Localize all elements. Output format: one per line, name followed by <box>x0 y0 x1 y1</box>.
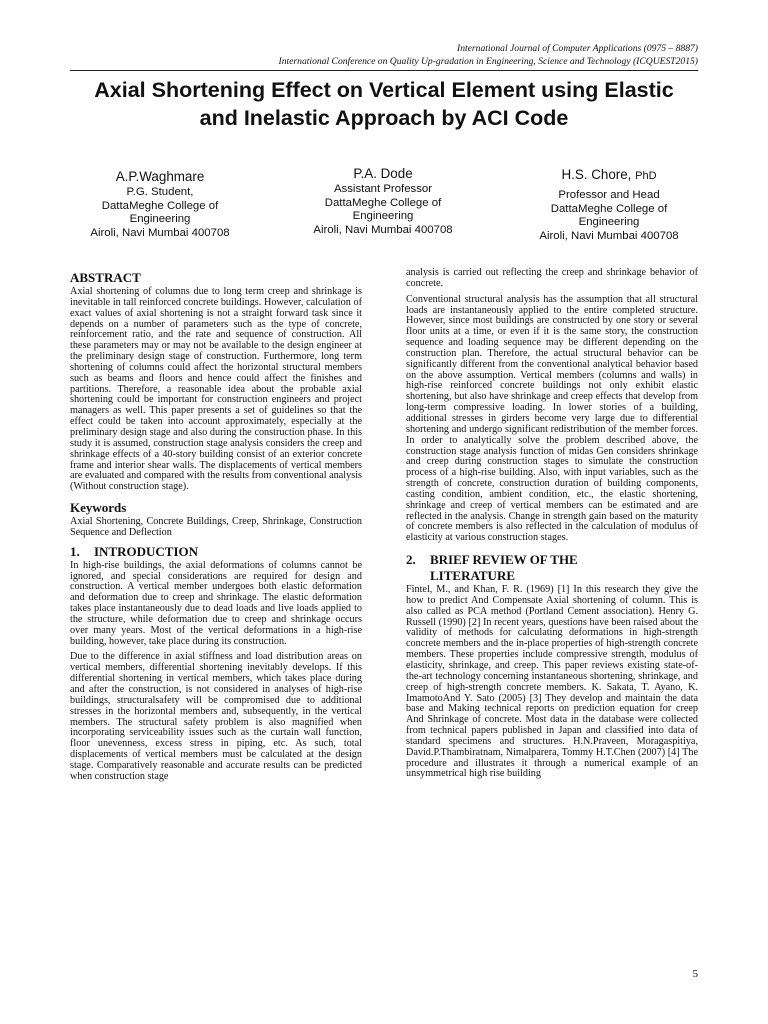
left-column <box>70 268 362 788</box>
section-number: 2. <box>406 552 416 568</box>
author-address: Airoli, Navi Mumbai 400708 <box>539 229 679 242</box>
paragraph: Due to the difference in axial stiffness and load distribution areas on vertical members, differential shortening inevitably develops. If this differential shortening in vertical members, which takes place during and after the construction, is not considered in analyses of high-rise buildings, structuralsafety will be compromised due to additional stresses in the horizontal members and, subsequently, in the vertical members. The structural safety problem is also magnified when incorporating serviceability issues such as the curtain wall function, floor unevenness, excess stress in piping, etc. As such, total displacements of vertical members must be calculated at the design stage. Comparatively reasonable and accurate results can be predicted when construction stage <box>70 651 362 782</box>
section-title <box>430 552 578 584</box>
author-role: P.G. Student, <box>126 186 194 198</box>
section-heading-introduction <box>70 544 362 560</box>
paragraph: In high-rise buildings, the axial deformations of columns cannot be ignored, and special considerations are required for design and construction. A vertical member undergoes both elastic deformation and deformation due to creep and shrinkage. The elastic deformation takes place instantaneously due to dead loads and live loads applied to the structure, while deformation due to creep and shrinkage occurs over many years. Most of the vertical deformations in a high-rise building, however, take place during its construction. <box>70 559 362 647</box>
author-role: Assistant Professor <box>333 183 433 195</box>
author-role: Professor and Head <box>558 189 660 201</box>
author-affiliation: Engineering <box>129 213 191 226</box>
author-block-2 <box>293 165 473 237</box>
section-title-line: BRIEF REVIEW OF THE <box>430 552 578 568</box>
author-affiliation: Engineering <box>578 216 640 229</box>
paragraph: analysis is carried out reflecting the creep and shrinkage behavior of concrete. <box>406 267 698 289</box>
paper-title <box>50 76 718 132</box>
author-address: Airoli, Navi Mumbai 400708 <box>313 223 453 236</box>
section-number: 1. <box>70 543 80 559</box>
title-line-1: Axial Shortening Effect on Vertical Element using Elastic <box>94 78 674 102</box>
author-affiliation: DattaMeghe College of <box>324 196 442 209</box>
author-affiliation: Engineering <box>352 210 414 223</box>
section-title-line: LITERATURE <box>430 568 516 584</box>
header-rule <box>70 70 698 71</box>
author-name: H.S. Chore, PhD <box>561 167 657 182</box>
paragraph: Conventional structural analysis has the assumption that all structural loads are instantaneously applied to the entire completed structure. However, since most buildings are constructed by one story or several floor units at a time, or even if it is the same story, the construction sequence and loading sequence may be different depending on the construction plan. Therefore, the actual structural behavior can be significantly different from the conventional analytical behavior based on the above assumption. Vertical members (columns and walls) in high-rise reinforced concrete buildings not only exhibit elastic shortening, but also have shrinkage and creep effects that develop from long-term compressive loading. In lower stories of a building, additional stresses in girders become very large due to differential shortening and undergo significant redistribution of the member forces. In order to analytically solve the problem described above, the construction stage analysis function of midas Gen considers shrinkage and creep during construction stages to simulate the construction process of a high-rise building. Also, with input variables, such as the strength of concrete, construction duration of building components, casting condition, ambient condition, etc., the elastic shortening, shrinkage and creep of vertical members can be estimated and are reflected in the analysis. Change in strength gain based on the maturity of concrete members is also reflected in the calculation of modulus of elasticity at various construction stages. <box>406 293 698 544</box>
author-block-3 <box>518 166 700 243</box>
section-title: INTRODUCTION <box>94 543 199 559</box>
author-block-1 <box>70 168 250 240</box>
author-name: A.P.Waghmare <box>115 169 205 184</box>
page-number: 5 <box>692 968 698 980</box>
author-affiliation: DattaMeghe College of <box>101 199 219 212</box>
right-column <box>406 268 698 785</box>
author-address: Airoli, Navi Mumbai 400708 <box>90 226 230 239</box>
title-line-2: and Inelastic Approach by ACI Code <box>199 106 569 130</box>
abstract-text: Axial shortening of columns due to long term creep and shrinkage is inevitable in tall reinforced concrete buildings. However, calculation of exact values of axial shortening is not a straight forward task since it depends on a number of parameters such as the type of concrete, reinforcement ratio, and the rate and sequence of construction. All these parameters may or may not be available to the design engineer at the preliminary design stage of construction. Furthermore, long term shortening of columns could affect the horizontal structural members such as beams and floors and hence could affect the finishes and partitions. Therefore, a reasonable idea about the probable axial shortening could be important for construction engineers and project managers as well. This paper presents a set of guidelines so that the effect could be taken into account approximately, especially at the preliminary design stage and also during the construction phase. In this study it is assumed, construction stage analysis considers the creep and shrinkage effects of a 40-story building consist of an exterior concrete frame and interior shear walls. The displacements of vertical members are evaluated and compared with the results from conventional analysis (Without construction stage). <box>70 286 362 493</box>
keywords-text: Axial Shortening, Concrete Buildings, Creep, Shrinkage, Construction Sequence and Deflection <box>70 516 362 538</box>
keywords-heading: Keywords <box>70 500 127 516</box>
author-affiliation: DattaMeghe College of <box>550 202 668 215</box>
section-heading-review <box>406 552 698 584</box>
running-header <box>58 42 698 68</box>
conference-line: International Conference on Quality Up-gradation in Engineering, Science and Technology (ICQUEST2015) <box>278 56 698 67</box>
paragraph: Fintel, M., and Khan, F. R. (1969) [1] In this research they give the how to predict And Compensate Axial shortening of column. This is also called as PCA method (Portland Cement association). Henry G. Russell (1990) [2] In recent years, questions have been raised about the validity of methods for calculating deformations in high-strength concrete members and the in-place properties of high-strength concrete members. These properties include compressive strength, modulus of elasticity, shrinkage, and creep. This paper reviews existing state-of-the-art technology concerning instantaneous shortening, shrinkage, and creep of high-strength concrete members. K. Sakata, T. Ayano, K. ImamotoAnd Y. Sato (2005) [3] They develop and maintain the data base and Making technical reports on prediction equation for creep And Shrinkage of concrete. Most data in the database were collected from technical papers published in Japan and classified into data of standard specimens and structures. H.N.Praveen, Moragaspitiya, David.P.Thambiratnam, Nimalparera, Tommy H.T.Chen (2007) [4] The procedure and illustrates it through a numerical example of an unsymmetrical high rise building <box>406 584 698 780</box>
author-degree: PhD <box>635 170 657 182</box>
journal-line: International Journal of Computer Applications (0975 – 8887) <box>457 43 698 54</box>
author-name: P.A. Dode <box>353 166 413 181</box>
abstract-heading: ABSTRACT <box>70 270 141 285</box>
